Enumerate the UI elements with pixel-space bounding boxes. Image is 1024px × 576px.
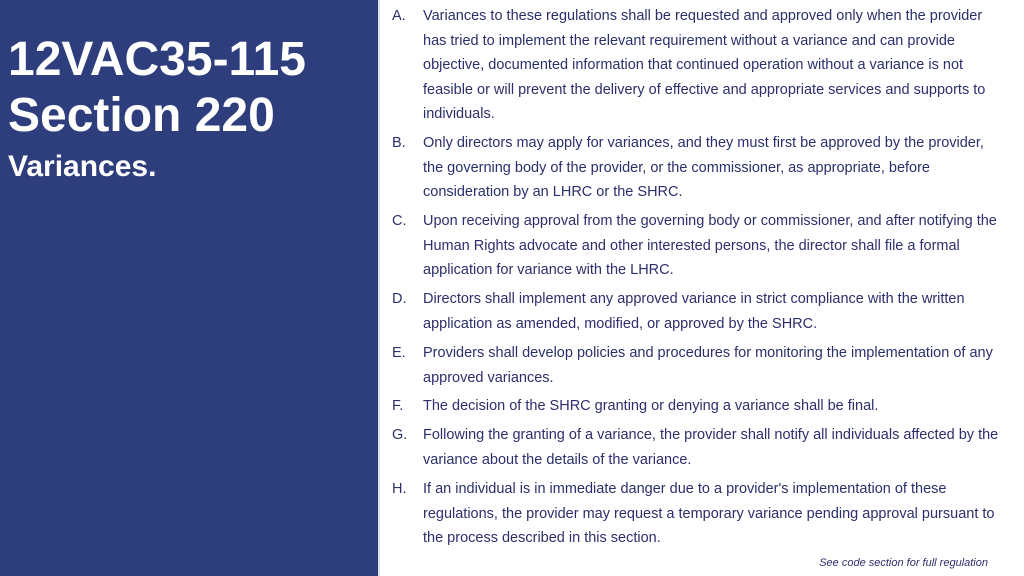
regulation-section: Section 220: [8, 89, 275, 142]
item-letter: B.: [392, 135, 406, 151]
list-item-h: [392, 477, 1002, 551]
item-letter: F.: [392, 398, 404, 414]
item-text: If an individual is in immediate danger due to a provider's implementation of these regulations, the provider may request a temporary variance pending approval pursuant to the process described in this section.: [423, 481, 995, 546]
list-item-f: [392, 394, 1002, 419]
list-item-c: [392, 209, 1002, 283]
item-text: The decision of the SHRC granting or denying a variance shall be final.: [423, 398, 879, 414]
item-letter: A.: [392, 8, 406, 24]
item-letter: H.: [392, 481, 407, 497]
panel-divider: [378, 0, 380, 576]
item-text: Upon receiving approval from the governing body or commissioner, and after notifying the Human Rights advocate and other interested persons, the director shall file a formal application for variance with the LHRC.: [423, 213, 997, 278]
item-letter: D.: [392, 291, 407, 307]
title-panel: [0, 0, 378, 576]
item-text: Directors shall implement any approved variance in strict compliance with the written application as amended, modified, or approved by the SHRC.: [423, 291, 965, 332]
list-item-e: [392, 341, 1002, 390]
item-letter: G.: [392, 427, 408, 443]
list-item-d: [392, 287, 1002, 336]
list-item-b: [392, 131, 1002, 205]
section-subtitle: Variances.: [8, 150, 157, 183]
item-text: Following the granting of a variance, the provider shall notify all individuals affected by the variance about the details of the variance.: [423, 427, 999, 468]
item-text: Providers shall develop policies and procedures for monitoring the implementation of any approved variances.: [423, 345, 993, 386]
regulation-code: 12VAC35-115: [8, 33, 306, 86]
item-text: Only directors may apply for variances, and they must first be approved by the provider, the governing body of the provider, or the commissioner, as appropriate, before consideration by an LHRC or the SHRC.: [423, 135, 984, 200]
footnote: See code section for full regulation: [819, 557, 988, 569]
regulation-title: [8, 32, 306, 144]
list-item-g: [392, 423, 1002, 472]
item-text: Variances to these regulations shall be requested and approved only when the provider has tried to implement the relevant requirement without a variance and can provide objective, documented information that continued operation without a variance is not feasible or will prevent the delivery of effective and appropriate services and supports to individuals.: [423, 8, 986, 122]
item-letter: E.: [392, 345, 406, 361]
list-item-a: [392, 4, 1002, 127]
item-letter: C.: [392, 213, 407, 229]
